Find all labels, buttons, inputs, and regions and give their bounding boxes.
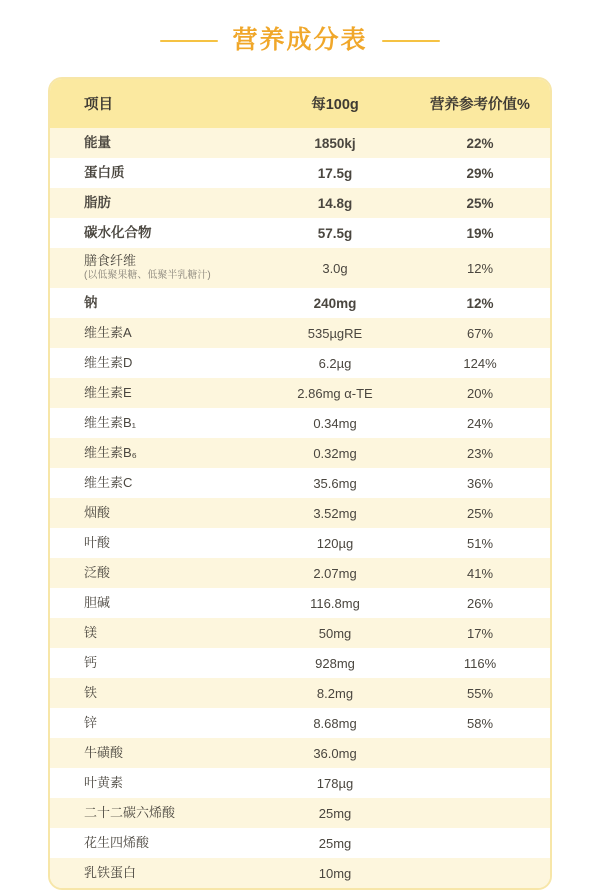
column-header-item: 项目 (50, 79, 260, 128)
row-item-label: 钠 (50, 288, 260, 318)
row-value: 116.8mg (260, 588, 410, 618)
row-item-label: 锌 (50, 708, 260, 738)
row-value: 25mg (260, 798, 410, 828)
row-nrv: 19% (410, 218, 550, 248)
row-item-label: 牛磺酸 (50, 738, 260, 768)
row-value: 0.32mg (260, 438, 410, 468)
table-row (50, 248, 550, 288)
table-row (50, 498, 550, 528)
row-item-label: 维生素D (50, 348, 260, 378)
row-nrv: 26% (410, 588, 550, 618)
row-value: 3.52mg (260, 498, 410, 528)
row-nrv: 23% (410, 438, 550, 468)
row-item-label: 钙 (50, 648, 260, 678)
row-item-label: 镁 (50, 618, 260, 648)
column-header-value: 每100g (260, 79, 410, 128)
row-value: 14.8g (260, 188, 410, 218)
table-row (50, 438, 550, 468)
row-item-label: 铁 (50, 678, 260, 708)
row-item-label: 脂肪 (50, 188, 260, 218)
row-nrv (410, 798, 550, 828)
row-item-label: 蛋白质 (50, 158, 260, 188)
table-row (50, 408, 550, 438)
row-item-subnote: (以低聚果糖、低聚半乳糖汁) (84, 270, 211, 282)
table-row (50, 348, 550, 378)
row-item-label: 胆碱 (50, 588, 260, 618)
table-row (50, 528, 550, 558)
row-nrv: 12% (410, 248, 550, 288)
row-item-label: 维生素A (50, 318, 260, 348)
row-nrv (410, 738, 550, 768)
row-item-label: 二十二碳六烯酸 (50, 798, 260, 828)
row-nrv (410, 768, 550, 798)
row-item-label: 泛酸 (50, 558, 260, 588)
table-row (50, 558, 550, 588)
table-row (50, 648, 550, 678)
table-row (50, 828, 550, 858)
row-value: 240mg (260, 288, 410, 318)
row-value: 1850kj (260, 128, 410, 158)
nutrition-table (50, 79, 550, 888)
table-row (50, 218, 550, 248)
row-nrv: 41% (410, 558, 550, 588)
row-item-label: 烟酸 (50, 498, 260, 528)
row-item-label: 碳水化合物 (50, 218, 260, 248)
row-nrv: 29% (410, 158, 550, 188)
row-item-label: 叶酸 (50, 528, 260, 558)
table-row (50, 588, 550, 618)
title-rule-left (160, 40, 218, 42)
row-value: 36.0mg (260, 738, 410, 768)
row-value: 17.5g (260, 158, 410, 188)
table-row (50, 708, 550, 738)
row-nrv: 51% (410, 528, 550, 558)
row-item-label: 维生素B₆ (50, 438, 260, 468)
table-row (50, 678, 550, 708)
row-value: 928mg (260, 648, 410, 678)
table-row (50, 858, 550, 888)
table-row (50, 738, 550, 768)
row-item-label: 维生素C (50, 468, 260, 498)
row-value: 3.0g (260, 248, 410, 288)
row-value: 178µg (260, 768, 410, 798)
row-value: 10mg (260, 858, 410, 888)
row-nrv (410, 858, 550, 888)
page-title-text: 营养成分表 (232, 26, 368, 54)
row-value: 35.6mg (260, 468, 410, 498)
row-item-label: 膳食纤维 (以低聚果糖、低聚半乳糖汁) (50, 248, 260, 288)
table-row (50, 288, 550, 318)
row-nrv: 36% (410, 468, 550, 498)
row-value: 50mg (260, 618, 410, 648)
title-rule-right (382, 40, 440, 42)
table-row (50, 798, 550, 828)
row-nrv: 67% (410, 318, 550, 348)
row-nrv: 24% (410, 408, 550, 438)
table-header-row (50, 79, 550, 128)
table-row (50, 378, 550, 408)
row-value: 2.86mg α-TE (260, 378, 410, 408)
row-nrv: 25% (410, 498, 550, 528)
row-nrv: 17% (410, 618, 550, 648)
column-header-nrv: 营养参考价值% (410, 79, 550, 128)
row-item-label: 叶黄素 (50, 768, 260, 798)
row-value: 57.5g (260, 218, 410, 248)
table-body (50, 128, 550, 888)
table-header (50, 79, 550, 128)
row-item-label: 能量 (50, 128, 260, 158)
row-value: 0.34mg (260, 408, 410, 438)
row-nrv: 116% (410, 648, 550, 678)
row-item-label: 维生素E (50, 378, 260, 408)
row-nrv: 20% (410, 378, 550, 408)
row-value: 120µg (260, 528, 410, 558)
row-item-label: 维生素B₁ (50, 408, 260, 438)
row-nrv: 58% (410, 708, 550, 738)
row-value: 8.68mg (260, 708, 410, 738)
row-value: 2.07mg (260, 558, 410, 588)
table-row (50, 128, 550, 158)
nutrition-card (48, 77, 552, 890)
row-value: 535µgRE (260, 318, 410, 348)
row-nrv (410, 828, 550, 858)
row-nrv: 124% (410, 348, 550, 378)
row-item-label: 乳铁蛋白 (50, 858, 260, 888)
row-value: 25mg (260, 828, 410, 858)
table-row (50, 188, 550, 218)
row-nrv: 55% (410, 678, 550, 708)
page-title (0, 0, 600, 69)
row-item-label: 花生四烯酸 (50, 828, 260, 858)
row-value: 8.2mg (260, 678, 410, 708)
row-nrv: 12% (410, 288, 550, 318)
table-row (50, 618, 550, 648)
table-row (50, 468, 550, 498)
table-row (50, 318, 550, 348)
table-row (50, 158, 550, 188)
row-nrv: 25% (410, 188, 550, 218)
table-row (50, 768, 550, 798)
row-nrv: 22% (410, 128, 550, 158)
row-value: 6.2µg (260, 348, 410, 378)
